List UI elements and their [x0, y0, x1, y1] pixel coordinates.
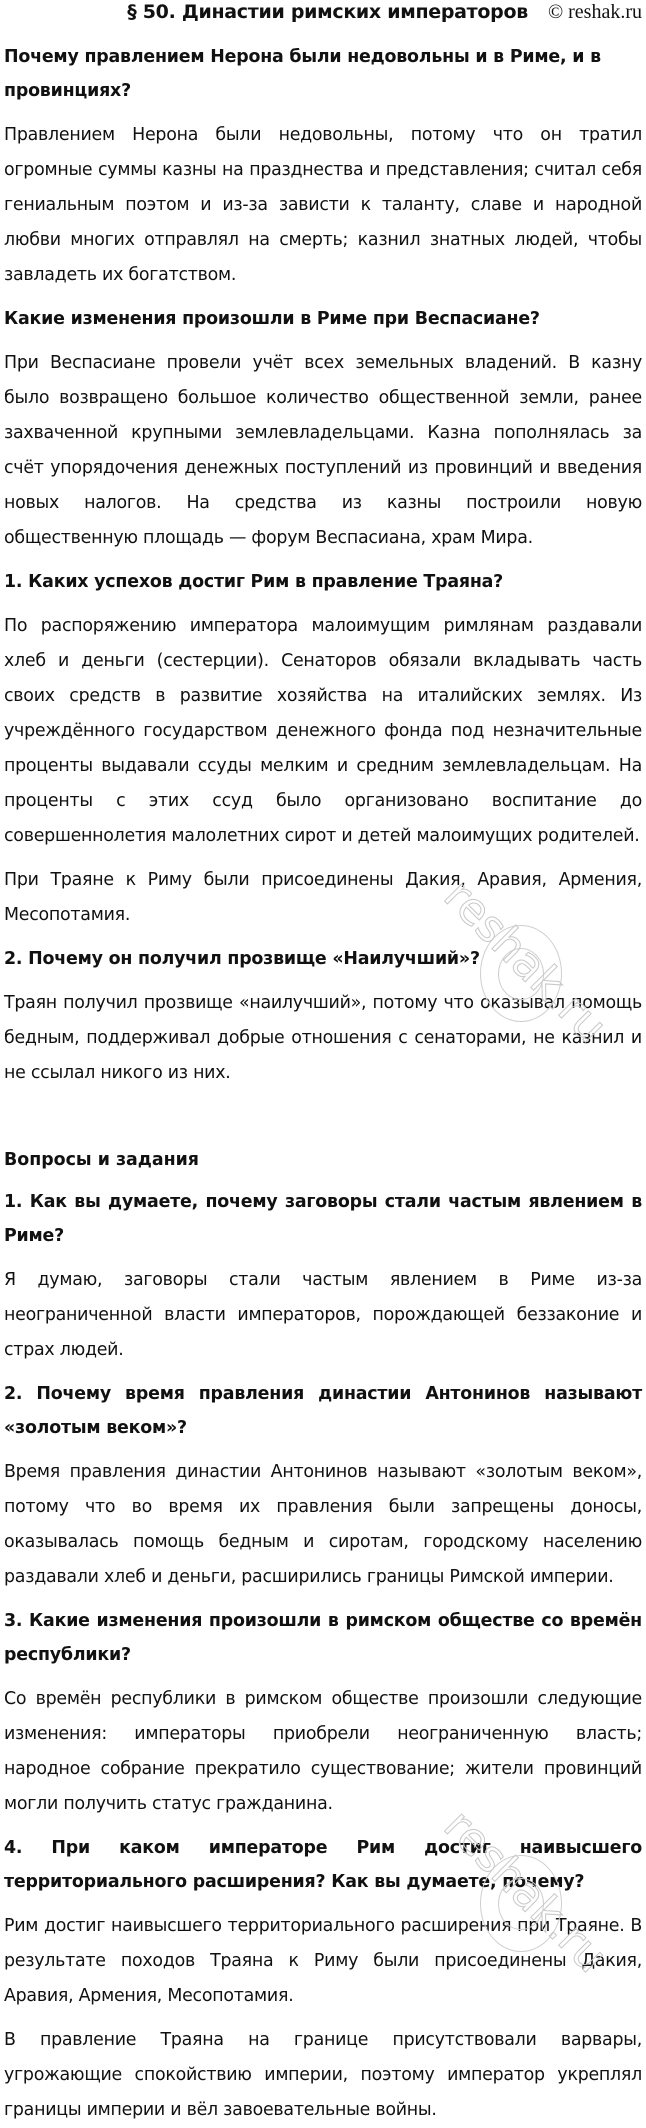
watermark-text: reshak.ru — [433, 870, 617, 1053]
task-block-society-changes — [4, 1604, 642, 1822]
section-heading: Вопросы и задания — [4, 1150, 199, 1170]
watermark-text: reshak.ru — [433, 1800, 617, 1983]
qa-block-trajan-successes — [4, 565, 642, 933]
answer-paragraph: При Траяне к Риму были присоединены Дакия, Аравия, Армения, Месопотамия. — [4, 870, 642, 925]
answer-paragraph: Правлением Нерона были недовольны, потому что он тратил огромные суммы казны на празднества и представления; считал себя гениальным поэтом и из-за зависти к таланту, славе и народной любви многих отправлял на смерть; казнил знатных людей, чтобы завладеть их богатством. — [4, 125, 642, 285]
question-heading: 4. При каком императоре Рим достиг наивысшего территориального расширения? Как вы думаете, почему? — [4, 1838, 642, 1892]
copyright-label: © reshak.ru — [547, 1, 642, 23]
task-block-conspiracies — [4, 1185, 642, 1368]
question-heading: 2. Почему время правления династии Антонинов называют «золотым веком»? — [4, 1384, 642, 1438]
page-title: § 50. Династии римских императоров — [127, 1, 528, 23]
task-block-expansion — [4, 1831, 642, 2128]
question-heading: 1. Каких успехов достиг Рим в правление Траяна? — [4, 572, 504, 592]
answer-paragraph: Рим достиг наивысшего территориального расширения при Траяне. В результате походов Траяна к Риму были присоединены Дакия, Аравия, Армения, Месопотамия. — [4, 1916, 642, 2006]
qa-block-vespasian — [4, 302, 642, 556]
task-block-golden-age — [4, 1377, 642, 1595]
question-heading: Какие изменения произошли в Риме при Веспасиане? — [4, 309, 540, 329]
question-heading: 1. Как вы думаете, почему заговоры стали частым явлением в Риме? — [4, 1192, 642, 1246]
answer-paragraph: В правление Траяна на границе присутствовали варвары, угрожающие спокойствию империи, поэтому император укреплял границы империи и вёл завоевательные войны. — [4, 2030, 642, 2120]
answer-paragraph: Время правления династии Антонинов называют «золотым веком», потому что во время их правления были запрещены доносы, оказывалась помощь бедным и сиротам, городскому населению раздавали хлеб и деньги, расширились границы Римской империи. — [4, 1462, 642, 1587]
question-heading: 3. Какие изменения произошли в римском обществе со времён республики? — [4, 1611, 642, 1665]
answer-paragraph: Я думаю, заговоры стали частым явлением в Риме из-за неограниченной власти императоров, порождающей беззаконие и страх людей. — [4, 1270, 642, 1360]
question-heading: Почему правлением Нерона были недовольны и в Риме, и в провинциях? — [4, 47, 601, 101]
answer-paragraph: Траян получил прозвище «наилучший», потому что оказывал помощь бедным, поддерживал добрые отношения с сенаторами, не казнил и не ссылал никого из них. — [4, 993, 642, 1083]
qa-block-trajan-nickname — [4, 942, 642, 1091]
answer-paragraph: По распоряжению императора малоимущим римлянам раздавали хлеб и деньги (сестерции). Сенаторов обязали вкладывать часть своих средств в развитие хозяйства на италийских землях. Из учреждённого государством денежного фонда под незначительные проценты выдавали ссуды мелким и средним землевладельцам. На проценты с этих ссуд было организовано воспитание до совершеннолетия малолетних сирот и детей малоимущих родителей. — [4, 616, 642, 846]
answer-paragraph: Со времён республики в римском обществе произошли следующие изменения: императоры приобрели неограниченную власть; народное собрание прекратило существование; жители провинций могли получить статус гражданина. — [4, 1689, 642, 1814]
question-heading: 2. Почему он получил прозвище «Наилучший»? — [4, 949, 480, 969]
page-header — [4, 0, 642, 40]
answer-paragraph: При Веспасиане провели учёт всех земельных владений. В казну было возвращено большое количество общественной земли, ранее захваченной крупными землевладельцами. Казна пополнялась за счёт упорядочения денежных поступлений из провинций и введения новых налогов. На средства из казны построили новую общественную площадь — форум Веспасиана, храм Мира. — [4, 353, 642, 548]
qa-block-nero — [4, 40, 642, 293]
